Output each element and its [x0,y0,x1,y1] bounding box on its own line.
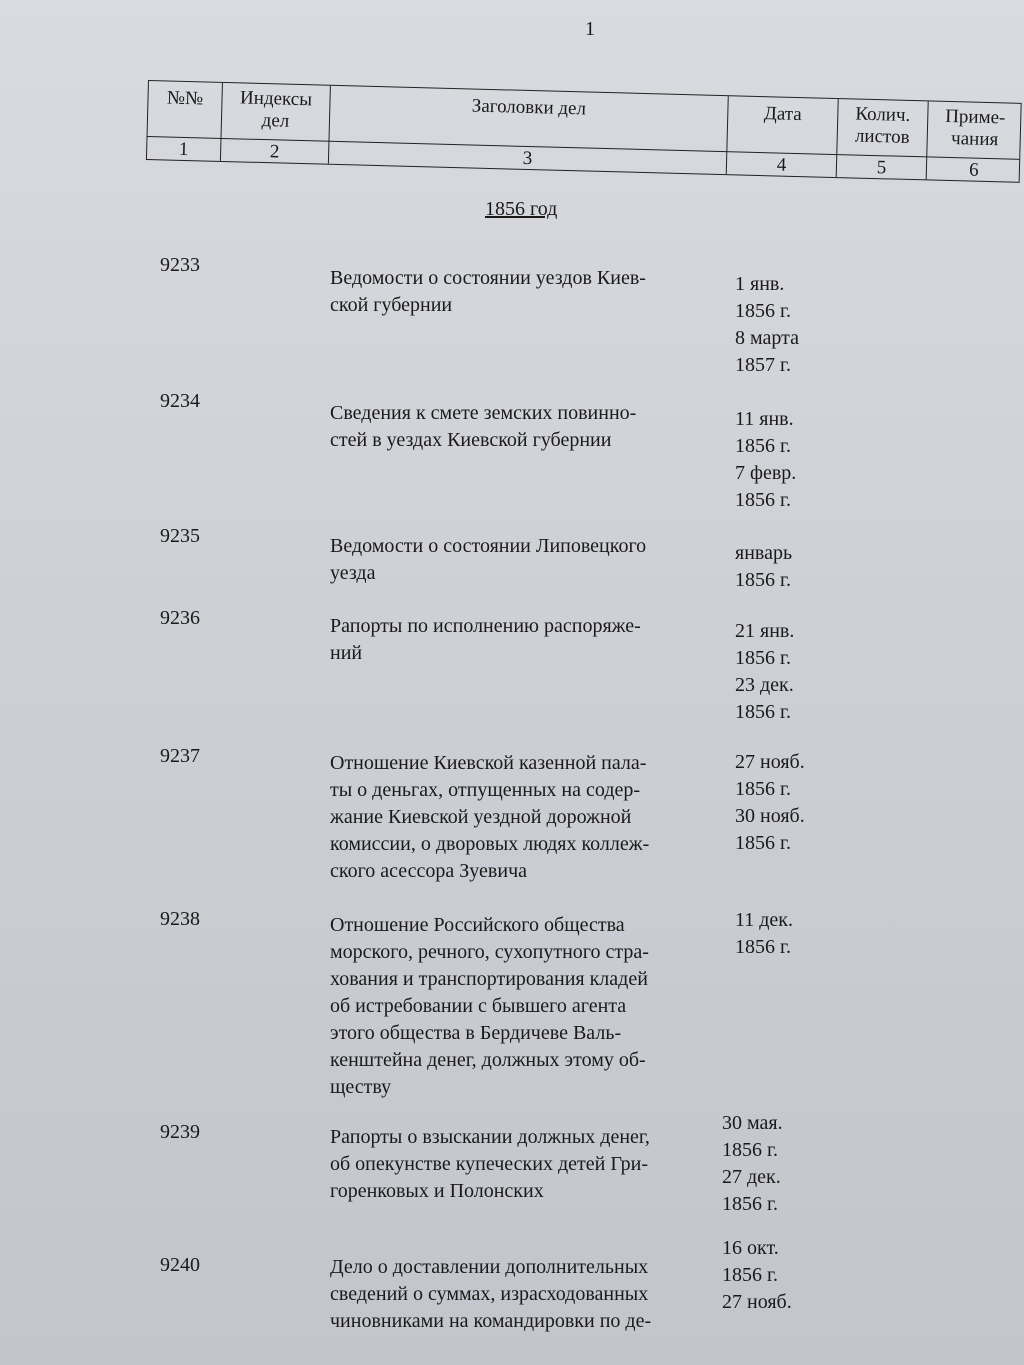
case-date-line: 1856 г. [735,300,791,322]
column-header [837,99,929,179]
case-title [330,400,636,454]
case-title [330,265,646,319]
case-index: 9234 [160,390,200,412]
column-title: Дата [763,103,803,126]
case-date-line: 11 янв. [735,408,794,430]
case-title [330,912,649,1101]
case-date-line: 8 марта [735,327,799,349]
case-title-line: Ведомости о состоянии Липовецкого [330,535,647,557]
column-number: 6 [968,159,979,181]
column-title: №№ [166,87,204,110]
column-title: Колич. листов [854,103,911,148]
case-index: 9233 [160,254,200,276]
case-date-line: 1856 г. [735,832,791,854]
column-number: 3 [522,147,533,170]
case-date-line: 21 янв. [735,620,795,642]
case-dates [735,749,805,857]
case-title-line: ществу [330,1076,392,1098]
case-index: 9240 [160,1254,200,1276]
case-dates [735,406,796,514]
case-title-line: ского асессора Зуевича [330,860,528,882]
case-date-line: 1856 г. [722,1264,778,1286]
case-title [330,533,646,587]
case-title [330,750,649,885]
case-title-line: ской губернии [330,294,453,316]
case-date-line: 27 нояб. [735,751,805,773]
case-date-line: 1856 г. [735,936,791,958]
case-title-line: об истребовании с бывшего агента [330,995,627,1017]
case-title-line: ний [330,642,363,664]
case-dates [722,1110,783,1218]
case-title-line: Отношение Российского общества [330,914,625,936]
case-title-line: уезда [330,562,376,584]
case-date-line: 1856 г. [735,435,791,457]
case-title-line: Рапорты по исполнению распоряже- [330,615,641,637]
case-index: 9237 [160,745,200,767]
case-title [330,1254,651,1335]
case-title-line: жание Киевской уездной дорожной [330,806,632,828]
page-number: 1 [585,18,595,40]
case-date-line: 30 мая. [722,1112,783,1134]
column-title: Приме- чания [944,105,1006,151]
case-date-line: 1856 г. [735,778,791,800]
case-title-line: хования и транспортирования кладей [330,968,648,990]
case-dates [735,907,793,961]
table-header [146,80,1022,183]
case-index: 9235 [160,525,200,547]
case-date-line: 27 нояб. [722,1291,792,1313]
case-date-line: январь [735,542,793,564]
column-number: 2 [269,141,280,163]
case-title-line: горенковых и Полонских [330,1180,544,1202]
case-title-line: Ведомости о состоянии уездов Киев- [330,267,646,289]
case-date-line: 1856 г. [735,647,791,669]
case-title-line: морского, речного, сухопутного стра- [330,941,649,963]
case-title-line: кенштейна денег, должных этому об- [330,1049,646,1071]
column-header [727,96,839,177]
case-date-line: 1857 г. [735,354,791,376]
column-title: Заголовки дел [471,95,587,120]
column-number: 1 [178,138,189,161]
case-date-line: 1856 г. [722,1193,778,1215]
case-dates [735,271,799,379]
column-title: Индексы дел [239,87,313,132]
case-dates [722,1235,792,1316]
case-title-line: Дело о доставлении дополнительных [330,1256,649,1278]
case-date-line: 1 янв. [735,273,785,295]
case-date-line: 30 нояб. [735,805,805,827]
case-date-line: 16 окт. [722,1237,779,1259]
case-title-line: об опекунстве купеческих детей Гри- [330,1153,648,1175]
case-date-line: 27 дек. [722,1166,781,1188]
case-title-line: сведений о суммах, израсходованных [330,1283,649,1305]
case-index: 9236 [160,607,200,629]
case-date-line: 23 дек. [735,674,794,696]
case-title [330,1124,650,1205]
case-title-line: Рапорты о взыскании должных денег, [330,1126,650,1148]
column-number: 5 [876,157,887,179]
column-number: 4 [776,154,787,176]
case-index: 9238 [160,908,200,930]
case-title-line: комиссии, о дворовых людях коллеж- [330,833,650,855]
case-title-line: ты о деньгах, отпущенных на содер- [330,779,641,801]
case-title-line: стей в уездах Киевской губернии [330,429,612,451]
column-header [147,81,223,161]
year-heading: 1856 год [485,198,558,220]
column-header [329,86,729,174]
case-title-line: чиновниками на командировки по де- [330,1310,652,1332]
case-date-line: 1856 г. [735,701,791,723]
case-dates [735,618,794,726]
case-title-line: Сведения к смете земских повинно- [330,402,637,424]
case-date-line: 1856 г. [735,569,791,591]
case-date-line: 11 дек. [735,909,794,931]
case-date-line: 7 февр. [735,462,797,484]
case-title [330,613,641,667]
case-index: 9239 [160,1121,200,1143]
column-header [221,83,331,164]
case-title-line: Отношение Киевской казенной пала- [330,752,647,774]
case-date-line: 1856 г. [722,1139,778,1161]
column-header [927,101,1023,181]
case-date-line: 1856 г. [735,489,791,511]
case-dates [735,540,792,594]
case-title-line: этого общества в Бердичеве Валь- [330,1022,622,1044]
